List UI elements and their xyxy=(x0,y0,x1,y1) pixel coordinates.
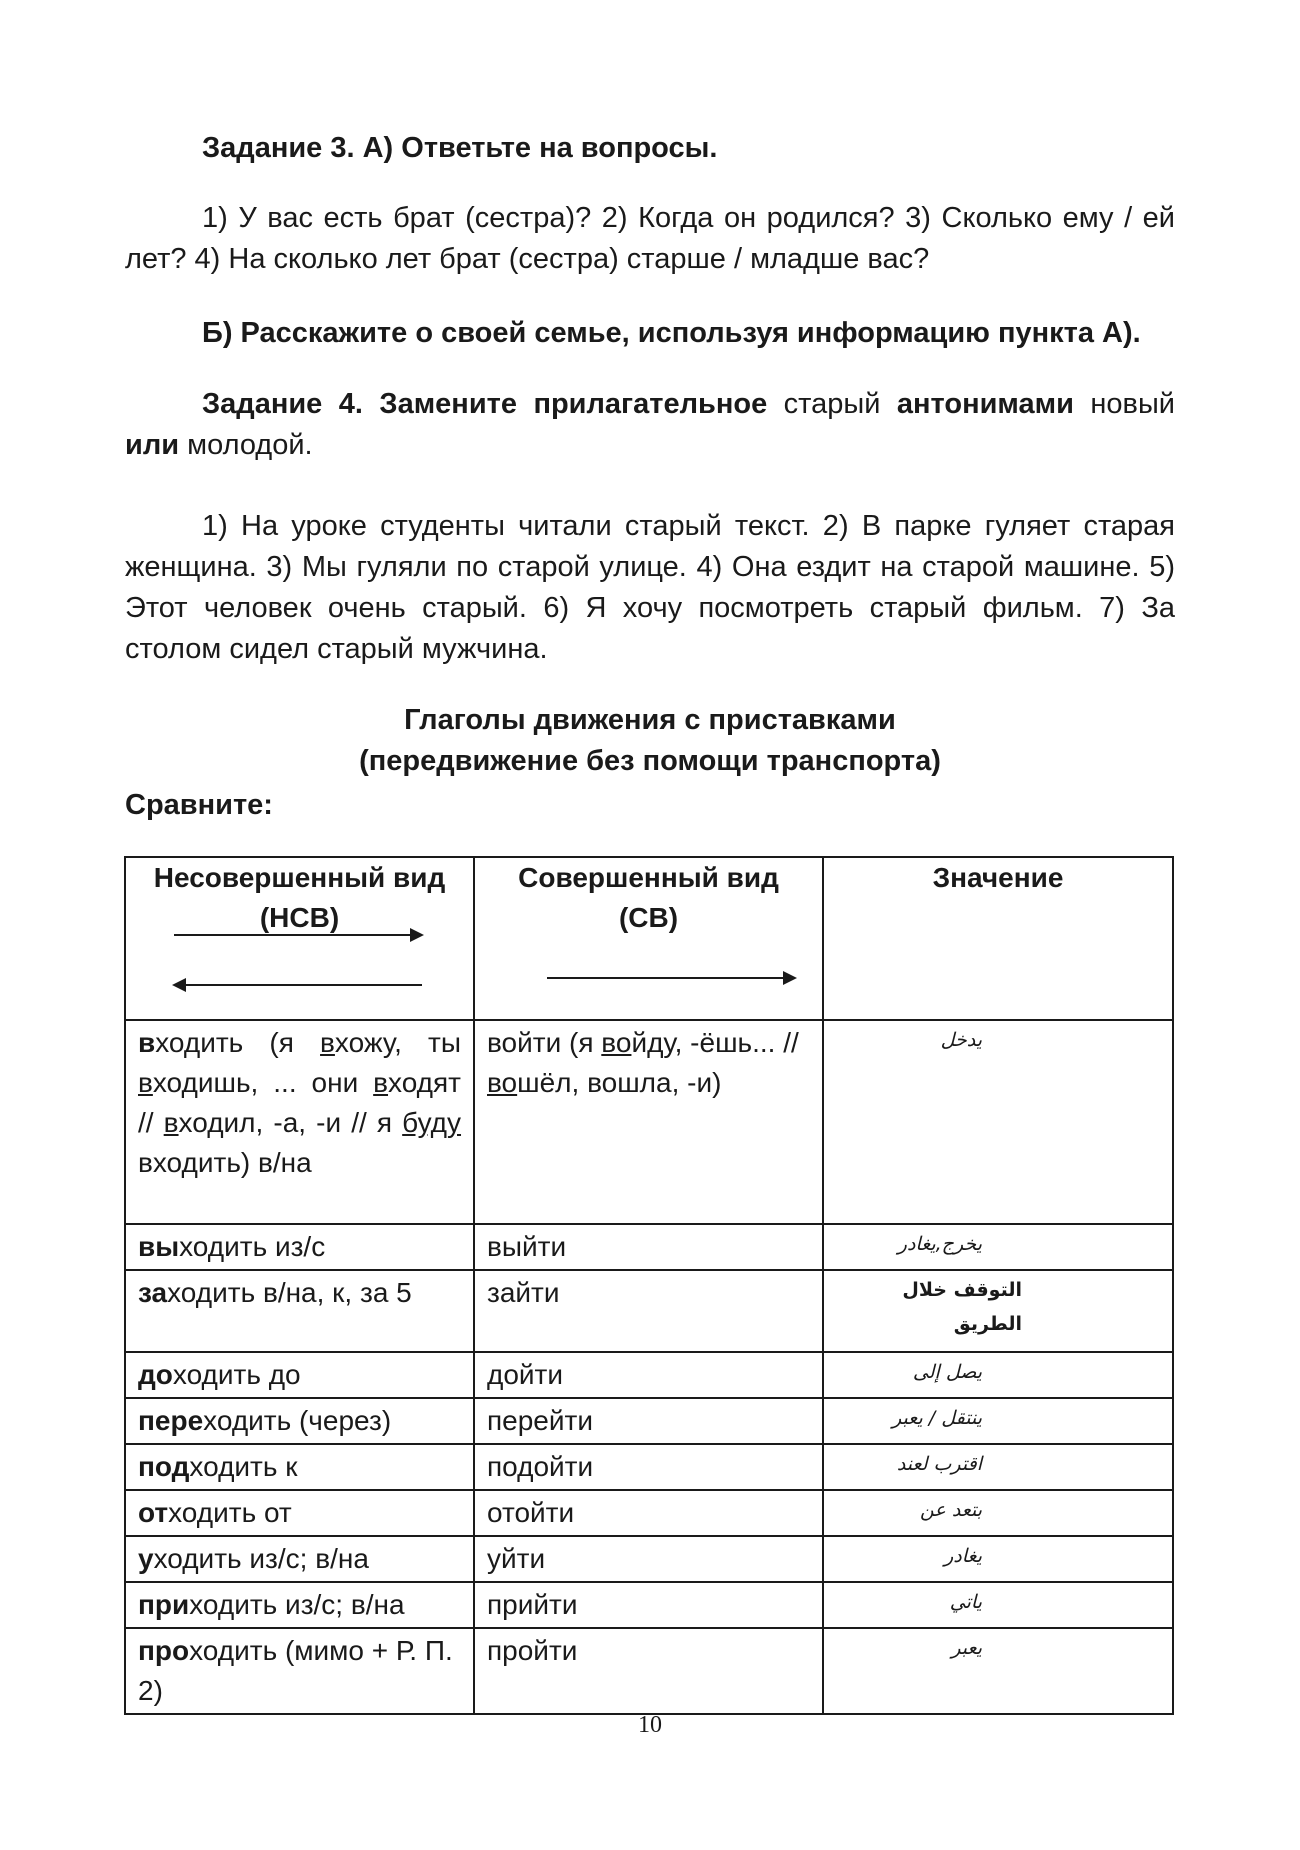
header-nsv-title: Несовершенный вид xyxy=(153,862,446,893)
nsv-cell xyxy=(125,1020,474,1224)
verb-prefix: от xyxy=(138,1497,169,1528)
header-sv xyxy=(474,857,823,1020)
verb-text: ходить к xyxy=(189,1451,298,1482)
sv-cell: дойти xyxy=(474,1352,823,1398)
task4-instruction xyxy=(125,384,1175,466)
meaning-cell: يخرج,يغادر xyxy=(823,1224,1173,1270)
meaning-cell: ياتي xyxy=(823,1582,1173,1628)
verb-text: йду, -ёшь... // xyxy=(631,1027,799,1058)
meaning-cell: يصل إلى xyxy=(823,1352,1173,1398)
stress-underline: в xyxy=(373,1067,389,1098)
task3-heading: Задание 3. А) Ответьте на вопросы. xyxy=(202,132,718,164)
stress-underline: во xyxy=(487,1067,518,1098)
stress-underline: буду xyxy=(402,1107,462,1138)
verb-text: хожу, ты xyxy=(334,1027,461,1058)
nsv-cell xyxy=(125,1270,474,1352)
meaning-cell: يعبر xyxy=(823,1628,1173,1714)
verb-text: ходить из/с; в/на xyxy=(153,1543,369,1574)
task3-block xyxy=(125,128,1175,169)
verb-prefix: у xyxy=(138,1543,154,1574)
header-nsv-abbr: (НСВ) xyxy=(259,902,340,933)
arrow-right-sv-icon xyxy=(547,977,795,979)
table-row xyxy=(125,1398,1173,1444)
verb-prefix: вы xyxy=(138,1231,180,1262)
meaning-cell: يدخل xyxy=(823,1020,1173,1224)
verb-text: ходят // xyxy=(138,1067,461,1138)
sv-cell xyxy=(474,1020,823,1224)
sv-cell: подойти xyxy=(474,1444,823,1490)
header-sv-abbr: (СВ) xyxy=(618,902,679,933)
verb-text: шёл, вошла, -и) xyxy=(517,1067,722,1098)
section-title-line2: (передвижение без помощи транспорта) xyxy=(359,745,941,777)
task3-part-b: Б) Расскажите о своей семье, используя информацию пункта А). xyxy=(202,317,1141,349)
task3-part-b-block xyxy=(125,313,1175,354)
verb-prefix: при xyxy=(138,1589,190,1620)
table-row xyxy=(125,1444,1173,1490)
sv-cell: зайти xyxy=(474,1270,823,1352)
verb-text: ходить из/с; в/на xyxy=(189,1589,405,1620)
task3-questions-block xyxy=(125,198,1175,280)
table-row xyxy=(125,1224,1173,1270)
header-sv-title: Совершенный вид xyxy=(518,862,779,893)
verb-prefix: за xyxy=(138,1277,168,1308)
verb-text: ходить от xyxy=(168,1497,292,1528)
nsv-cell xyxy=(125,1352,474,1398)
task4-text-block xyxy=(125,506,1175,670)
verb-text: ходить в/на, к, за 5 xyxy=(167,1277,412,1308)
table-row xyxy=(125,1490,1173,1536)
sv-cell: пройти xyxy=(474,1628,823,1714)
task4-text: 1) На уроке студенты читали старый текст. 2) В парке гуляет старая женщина. 3) Мы гуляли по старой улице. 4) Она ездит на старой машине. 5) Этот человек очень старый. 6) Я хочу посмотреть старый фильм. 7) За столом сидел старый мужчина. xyxy=(125,510,1175,665)
task4-antonyms-label: антонимами xyxy=(896,388,1074,420)
table-row xyxy=(125,1020,1173,1224)
task4-word-new: новый xyxy=(1090,388,1175,420)
nsv-cell xyxy=(125,1536,474,1582)
verb-prefix: про xyxy=(138,1635,190,1666)
nsv-cell xyxy=(125,1444,474,1490)
meaning-cell: بتعد عن xyxy=(823,1490,1173,1536)
stress-underline: в xyxy=(163,1107,179,1138)
task4-word-old: старый xyxy=(783,388,881,420)
header-meaning: Значение xyxy=(823,857,1173,1020)
verb-prefix: пере xyxy=(138,1405,204,1436)
verb-text: войти (я xyxy=(487,1027,602,1058)
verbs-table xyxy=(124,856,1174,1715)
section-title-line1: Глаголы движения с приставками xyxy=(404,704,896,736)
arrow-left-icon xyxy=(174,984,422,986)
verb-prefix: в xyxy=(138,1027,156,1058)
task3-questions: 1) У вас есть брат (сестра)? 2) Когда он родился? 3) Сколько ему / ей лет? 4) На сколько лет брат (сестра) старше / младше вас? xyxy=(125,202,1175,275)
sv-cell: перейти xyxy=(474,1398,823,1444)
task4-label: Задание 4. Замените прилагательное xyxy=(202,388,768,420)
meaning-cell: ينتقل / يعبر xyxy=(823,1398,1173,1444)
sv-cell: отойти xyxy=(474,1490,823,1536)
verb-text: ходить (через) xyxy=(203,1405,392,1436)
task4-word-young: молодой. xyxy=(187,429,313,461)
verb-prefix: до xyxy=(138,1359,173,1390)
arrow-right-icon xyxy=(174,934,422,936)
verb-text: ходить до xyxy=(172,1359,301,1390)
stress-underline: в xyxy=(320,1027,335,1058)
meaning-cell: يغادر xyxy=(823,1536,1173,1582)
nsv-cell xyxy=(125,1490,474,1536)
verb-text: ходить (мимо + Р. П. 2) xyxy=(138,1635,453,1706)
page-number: 10 xyxy=(638,1712,662,1738)
section-title-block xyxy=(125,700,1175,826)
sv-cell: уйти xyxy=(474,1536,823,1582)
task4-instruction-block xyxy=(125,384,1175,466)
nsv-cell xyxy=(125,1582,474,1628)
verb-text: ходить из/с xyxy=(179,1231,326,1262)
table-row xyxy=(125,1270,1173,1352)
header-nsv xyxy=(125,857,474,1020)
verb-text: ходишь, ... они xyxy=(152,1067,374,1098)
table-header-row xyxy=(125,857,1173,1020)
table-row xyxy=(125,1352,1173,1398)
verb-prefix: под xyxy=(138,1451,190,1482)
meaning-cell: اقترب لعند xyxy=(823,1444,1173,1490)
nsv-cell xyxy=(125,1628,474,1714)
nsv-cell xyxy=(125,1398,474,1444)
verb-text: ходить (я xyxy=(155,1027,321,1058)
verb-text: входить) в/на xyxy=(138,1147,312,1178)
table-row xyxy=(125,1536,1173,1582)
nsv-cell xyxy=(125,1224,474,1270)
stress-underline: во xyxy=(601,1027,632,1058)
table-row xyxy=(125,1582,1173,1628)
meaning-cell: التوقف خلال الطريق xyxy=(823,1270,1173,1352)
sv-cell: прийти xyxy=(474,1582,823,1628)
compare-label: Сравните: xyxy=(125,789,273,821)
table-row xyxy=(125,1628,1173,1714)
verb-text: ходил, -а, -и // я xyxy=(178,1107,403,1138)
task4-or-label: или xyxy=(125,429,180,461)
sv-cell: выйти xyxy=(474,1224,823,1270)
stress-underline: в xyxy=(138,1067,153,1098)
